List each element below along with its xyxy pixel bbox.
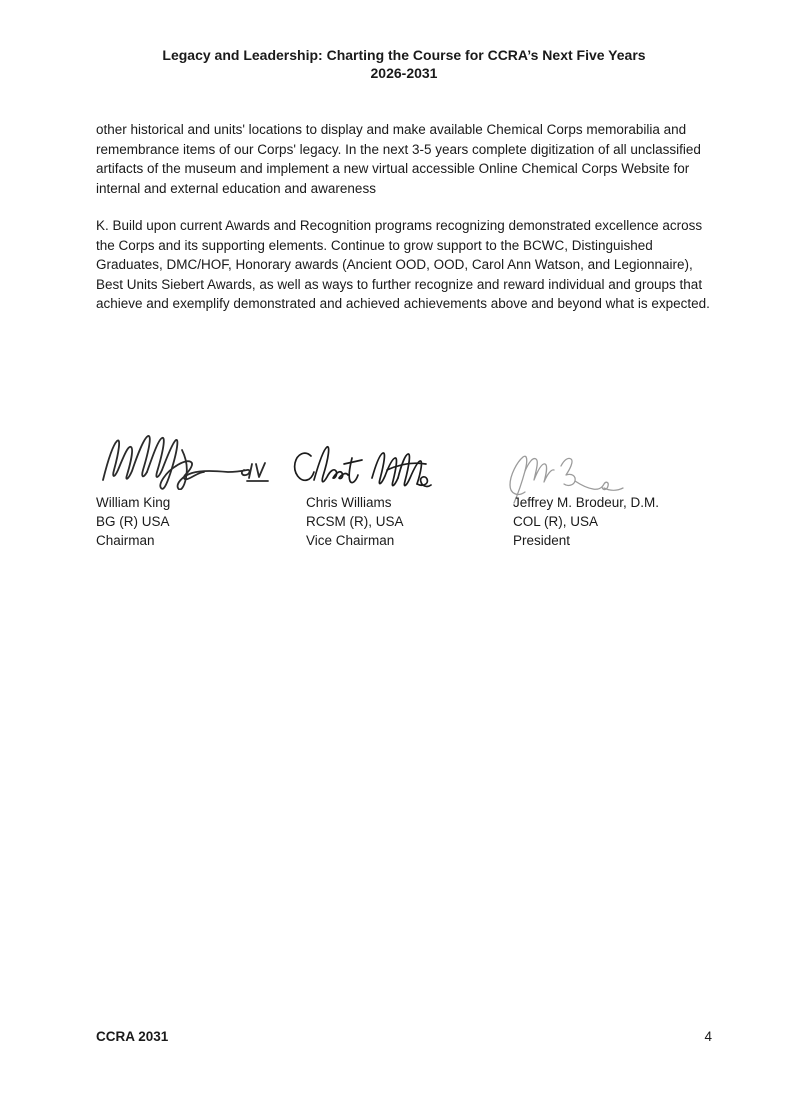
document-header [0, 46, 808, 82]
signatory-chairman [96, 493, 170, 550]
signatory-role: Vice Chairman [306, 533, 395, 548]
paragraph-awards-recognition: K. Build upon current Awards and Recognition programs recognizing demonstrated excellence across the Corps and its supporting elements. Continue to grow support to the BCWC, Distinguished Graduates, DMC/HOF, Honorary awards (Ancient OOD, OOD, Carol Ann Watson, and Legionnaire), Best Units Siebert Awards, as well as ways to further recognize and reward individual and groups that achieve and exemplify demonstrated and achieved achievements above and beyond what is expected. [96, 218, 710, 311]
signatory-vice-chairman [306, 493, 404, 550]
document-subtitle: 2026-2031 [370, 65, 438, 81]
footer-doc-label: CCRA 2031 [96, 1029, 169, 1044]
signatory-role: Chairman [96, 533, 155, 548]
signatory-name: Chris Williams [306, 495, 392, 510]
signatory-name: Jeffrey M. Brodeur, D.M. [513, 495, 660, 510]
william-king-signature-icon [100, 428, 270, 490]
signatory-rank: BG (R) USA [96, 514, 170, 529]
signatory-rank: RCSM (R), USA [306, 514, 404, 529]
signatory-rank: COL (R), USA [513, 514, 599, 529]
signatory-name: William King [96, 495, 171, 510]
signatory-role: President [513, 533, 571, 548]
document-title: Legacy and Leadership: Charting the Course for CCRA’s Next Five Years [162, 47, 646, 63]
signatory-president [513, 493, 659, 550]
paragraph-museum-digitization: other historical and units' locations to display and make available Chemical Corps memorabilia and remembrance items of our Corps' legacy. In the next 3-5 years complete digitization of all unclassified artifacts of the museum and implement a new virtual accessible Online Chemical Corps Website for internal and external education and awareness [96, 122, 701, 196]
page-number: 4 [704, 1029, 712, 1044]
page-footer [96, 1029, 712, 1044]
chris-williams-signature-icon [292, 444, 432, 492]
